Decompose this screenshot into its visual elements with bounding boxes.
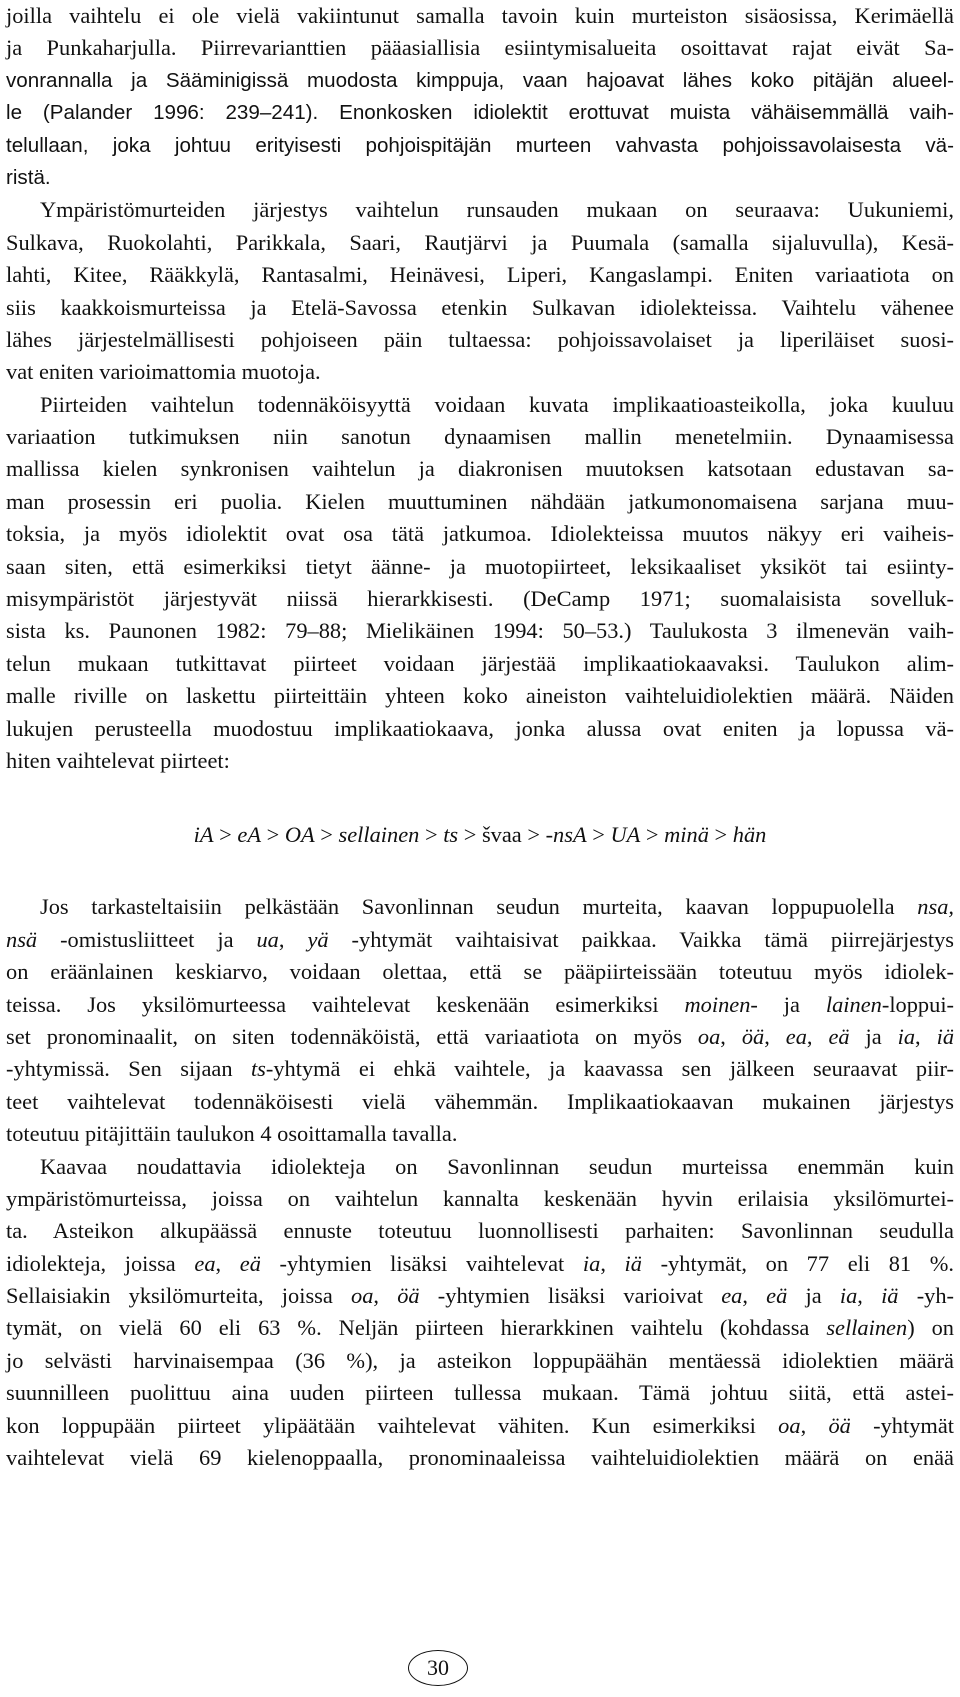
- italic-term: ea: [194, 1250, 216, 1276]
- text-span: ,: [600, 1250, 625, 1276]
- paragraph-3: [6, 389, 954, 778]
- text-line: mallissa kielen synkronisen vaihtelun ja diakronisen muutoksen katsotaan edustavan sa-: [6, 456, 954, 482]
- text-span: ,: [915, 1023, 937, 1049]
- italic-term: ia: [582, 1250, 601, 1276]
- text-line: [6, 1248, 954, 1280]
- formula-term: ts: [443, 822, 459, 848]
- italic-term: öä: [741, 1023, 765, 1049]
- text-line: Sulkava, Ruokolahti, Parikkala, Saari, Rautjärvi ja Puumala (samalla sijaluvulla), Kesä-: [6, 229, 954, 255]
- italic-term: lainen: [825, 991, 882, 1017]
- italic-term: ia: [897, 1023, 916, 1049]
- italic-term: sellainen: [826, 1315, 908, 1341]
- italic-term: oa: [778, 1412, 801, 1438]
- paragraph-5: [6, 1151, 954, 1475]
- text-line: suunnilleen puolittuu aina uuden piirteen tullessa mukaan. Tämä johtuu siitä, että astei-: [6, 1380, 954, 1406]
- formula-term: hän: [732, 822, 767, 848]
- text-span: Jos tarkasteltaisiin pelkästään Savonlinnan seudun murteita, kaavan loppupuolella: [40, 894, 918, 920]
- text-line: lähes järjestelmällisesti pohjoiseen päin tultaessa: pohjoissavolaiset ja liperiläiset suosi-: [6, 326, 954, 352]
- italic-term: eä: [766, 1283, 788, 1309]
- italic-term: iä: [624, 1250, 642, 1276]
- page-number: 30: [408, 1650, 468, 1686]
- text-span: -yhtymissä. Sen sijaan: [6, 1056, 251, 1082]
- text-span: kon loppupään piirteet ylipäätään vaihtelevat vähiten. Kun esimerkiksi: [6, 1412, 779, 1438]
- italic-term: nsä: [6, 926, 38, 952]
- text-line: on eräänlainen keskiarvo, voidaan olettaa, että se pääpiirteissään toteutuu myös idiolek-: [6, 959, 954, 985]
- formula-separator: >: [708, 822, 733, 848]
- text-line: Piirteiden vaihtelun todennäköisyyttä voidaan kuvata implikaatioasteikolla, joka kuuluu: [40, 391, 954, 417]
- formula-term: minä: [664, 822, 709, 848]
- italic-term: ea: [721, 1283, 743, 1309]
- text-span: tymät, on vielä 60 eli 63 %. Neljän piirteen hierarkkinen vaihtelu (kohdassa: [6, 1315, 827, 1341]
- formula-term: švaa: [481, 822, 522, 848]
- text-span: ,: [806, 1023, 829, 1049]
- italic-term: oa: [697, 1023, 721, 1049]
- text-line: telun mukaan tutkittavat piirteet voidaan järjestää implikaatiokaavaksi. Taulukon alim-: [6, 650, 954, 676]
- text-span: ) on: [907, 1315, 954, 1341]
- formula-separator: >: [213, 822, 238, 848]
- text-line: toteutuu pitäjittäin taulukon 4 osoittamalla tavalla.: [6, 1121, 458, 1147]
- text-line: siis kaakkoismurteissa ja Etelä-Savossa etenkin Sulkavan idiolekteissa. Vaihtelu vähenee: [6, 294, 954, 320]
- formula-term: eA: [237, 822, 261, 848]
- text-span: ,: [215, 1250, 240, 1276]
- paragraph-1: [6, 0, 954, 194]
- text-span: ,: [857, 1283, 882, 1309]
- text-span: ,: [720, 1023, 742, 1049]
- text-line: [6, 924, 954, 956]
- text-line: ta. Asteikon alkupäässä ennuste toteutuu luonnollisesti parhaiten: Savonlinnan seudulla: [6, 1218, 954, 1244]
- text-span: ja: [757, 991, 826, 1017]
- italic-term: yä: [307, 926, 329, 952]
- italic-term: eä: [828, 1023, 850, 1049]
- paragraph-2: [6, 194, 954, 388]
- text-line: ja Punkaharjulla. Piirrevarianttien pääasiallisia esiintymisalueita osoittavat rajat eivät Sa-: [6, 35, 954, 61]
- formula-separator: >: [458, 822, 482, 848]
- implication-formula: [6, 819, 954, 851]
- formula-term: iA: [193, 822, 214, 848]
- italic-term: eä: [239, 1250, 261, 1276]
- text-line: vat eniten varioimattomia muotoja.: [6, 359, 321, 385]
- text-line: ympäristömurteissa, joissa on vaihtelun kannalta keskenään hyvin erilaisia yksilömurtei-: [6, 1185, 954, 1211]
- text-line: [6, 1312, 954, 1344]
- text-span: idiolekteja, joissa: [6, 1250, 195, 1276]
- text-span: -yhtymät, on 77 eli 81 %.: [641, 1250, 954, 1276]
- text-line: jo selvästi harvinaisempaa (36 %), ja asteikon loppupäähän mentäessä idiolektien määrä: [6, 1347, 954, 1373]
- text-line: vonrannalla ja Sääminigissä muodosta kimppuja, vaan hajoavat lähes koko pitäjän alueel-: [6, 68, 954, 92]
- italic-term: nsa,: [917, 894, 954, 920]
- italic-term: öä: [397, 1283, 420, 1309]
- text-line: toksia, ja myös idiolektit ovat osa tätä jatkumoa. Idiolekteissa muutos näkyy eri vaiheis-: [6, 521, 954, 547]
- italic-term: ts: [250, 1056, 266, 1082]
- formula-separator: >: [419, 822, 444, 848]
- formula-term: UA: [610, 822, 641, 848]
- text-line: joilla vaihtelu ei ole vielä vakiintunut samalla tavoin kuin murteiston sisäosissa, Kerimäellä: [6, 3, 954, 28]
- text-line: vaihtelevat vielä 69 kielenoppaalla, pronominaaleissa vaihteluidiolektien määrä on enää: [6, 1445, 954, 1471]
- text-span: ,: [764, 1023, 786, 1049]
- text-span: teissa. Jos yksilömurteessa vaihtelevat keskenään esimerkiksi: [6, 991, 685, 1017]
- text-line: ristä.: [6, 165, 51, 189]
- text-span: ,: [800, 1412, 829, 1438]
- text-line: lahti, Kitee, Rääkkylä, Rantasalmi, Heinävesi, Liperi, Kangaslampi. Eniten variaatiota on: [6, 262, 954, 288]
- italic-term: oa: [351, 1283, 374, 1309]
- paragraph-4: [6, 891, 954, 1150]
- text-line: [6, 1053, 954, 1085]
- text-line: le (Palander 1996: 239–241). Enonkosken idiolektit erottuvat muista vähäisemmällä vaih-: [6, 101, 954, 125]
- italic-term: moinen-: [684, 991, 758, 1017]
- text-span: -loppui-: [881, 991, 954, 1017]
- formula-separator: >: [261, 822, 285, 848]
- italic-term: ia: [839, 1283, 858, 1309]
- text-line: variaation tutkimuksen niin sanotun dynaamisen mallin menetelmiin. Dynaamisessa: [6, 424, 954, 450]
- text-span: ,: [742, 1283, 767, 1309]
- text-line: [6, 1021, 954, 1053]
- text-line: [6, 989, 954, 1021]
- text-span: -yhtymät vaihtaisivat paikkaa. Vaikka tämä piirrejärjestys: [328, 926, 954, 952]
- text-span: set pronominaalit, on siten todennäköistä, että variaatiota on myös: [6, 1023, 698, 1049]
- text-line: [6, 1280, 954, 1312]
- formula-term: OA: [284, 822, 315, 848]
- formula-separator: >: [314, 822, 339, 848]
- italic-term: iä: [936, 1023, 955, 1049]
- italic-term: ua: [256, 926, 279, 952]
- document-page: [6, 0, 954, 1474]
- text-line: Ympäristömurteiden järjestys vaihtelun runsauden mukaan on seuraava: Uukuniemi,: [40, 197, 954, 223]
- formula-separator: >: [640, 822, 665, 848]
- text-line: [6, 1410, 954, 1442]
- text-span: -yhtymien lisäksi varioivat: [419, 1283, 722, 1309]
- text-line: [6, 891, 954, 923]
- text-line: sista ks. Paunonen 1982: 79–88; Mielikäinen 1994: 50–53.) Taulukosta 3 ilmenevän vaih-: [6, 618, 954, 644]
- italic-term: öä: [828, 1412, 851, 1438]
- text-span: ,: [278, 926, 308, 952]
- text-span: ja: [849, 1023, 898, 1049]
- text-line: man prosessin eri puolia. Kielen muuttuminen nähdään jatkumonomaisena sarjana muu-: [6, 488, 954, 514]
- text-line: lukujen perusteella muodostuu implikaatiokaava, jonka alussa ovat eniten ja lopussa vä-: [6, 715, 954, 741]
- text-line: telullaan, joka johtuu erityisesti pohjoispitäjän murteen vahvasta pohjoissavolaisesta vä-: [6, 133, 954, 157]
- text-span: -yhtymät: [850, 1412, 954, 1438]
- text-line: malle riville on laskettu piirteittäin yhteen koko aineiston vaihteluidiolektien määrä. Näiden: [6, 683, 954, 709]
- formula-separator: >: [521, 822, 546, 848]
- formula-separator: >: [586, 822, 611, 848]
- formula-term: -nsA: [545, 822, 587, 848]
- text-span: -yh-: [898, 1283, 954, 1309]
- italic-term: ea: [785, 1023, 807, 1049]
- text-span: -yhtymien lisäksi vaihtelevat: [260, 1250, 583, 1276]
- text-span: -omistusliitteet ja: [37, 926, 257, 952]
- text-line: saan siten, että esimerkiksi tietyt äänne- ja muotopiirteet, leksikaaliset yksiköt tai esiinty-: [6, 553, 954, 579]
- text-span: ,: [373, 1283, 398, 1309]
- text-span: ja: [787, 1283, 840, 1309]
- text-line: teet vaihtelevat todennäköisesti vielä vähemmän. Implikaatiokaavan mukainen järjestys: [6, 1088, 954, 1114]
- text-line: hiten vaihtelevat piirteet:: [6, 747, 230, 773]
- text-span: -yhtymä ei ehkä vaihtele, ja kaavassa sen jälkeen seuraavat piir-: [265, 1056, 955, 1082]
- text-line: misympäristöt järjestyvät niissä hierarkkisesti. (DeCamp 1971; suomalaisista sovelluk-: [6, 586, 954, 612]
- formula-term: sellainen: [338, 822, 420, 848]
- text-span: Sellaisiakin yksilömurteita, joissa: [6, 1283, 352, 1309]
- text-line: Kaavaa noudattavia idiolekteja on Savonlinnan seudun murteissa enemmän kuin: [40, 1153, 954, 1179]
- italic-term: iä: [881, 1283, 899, 1309]
